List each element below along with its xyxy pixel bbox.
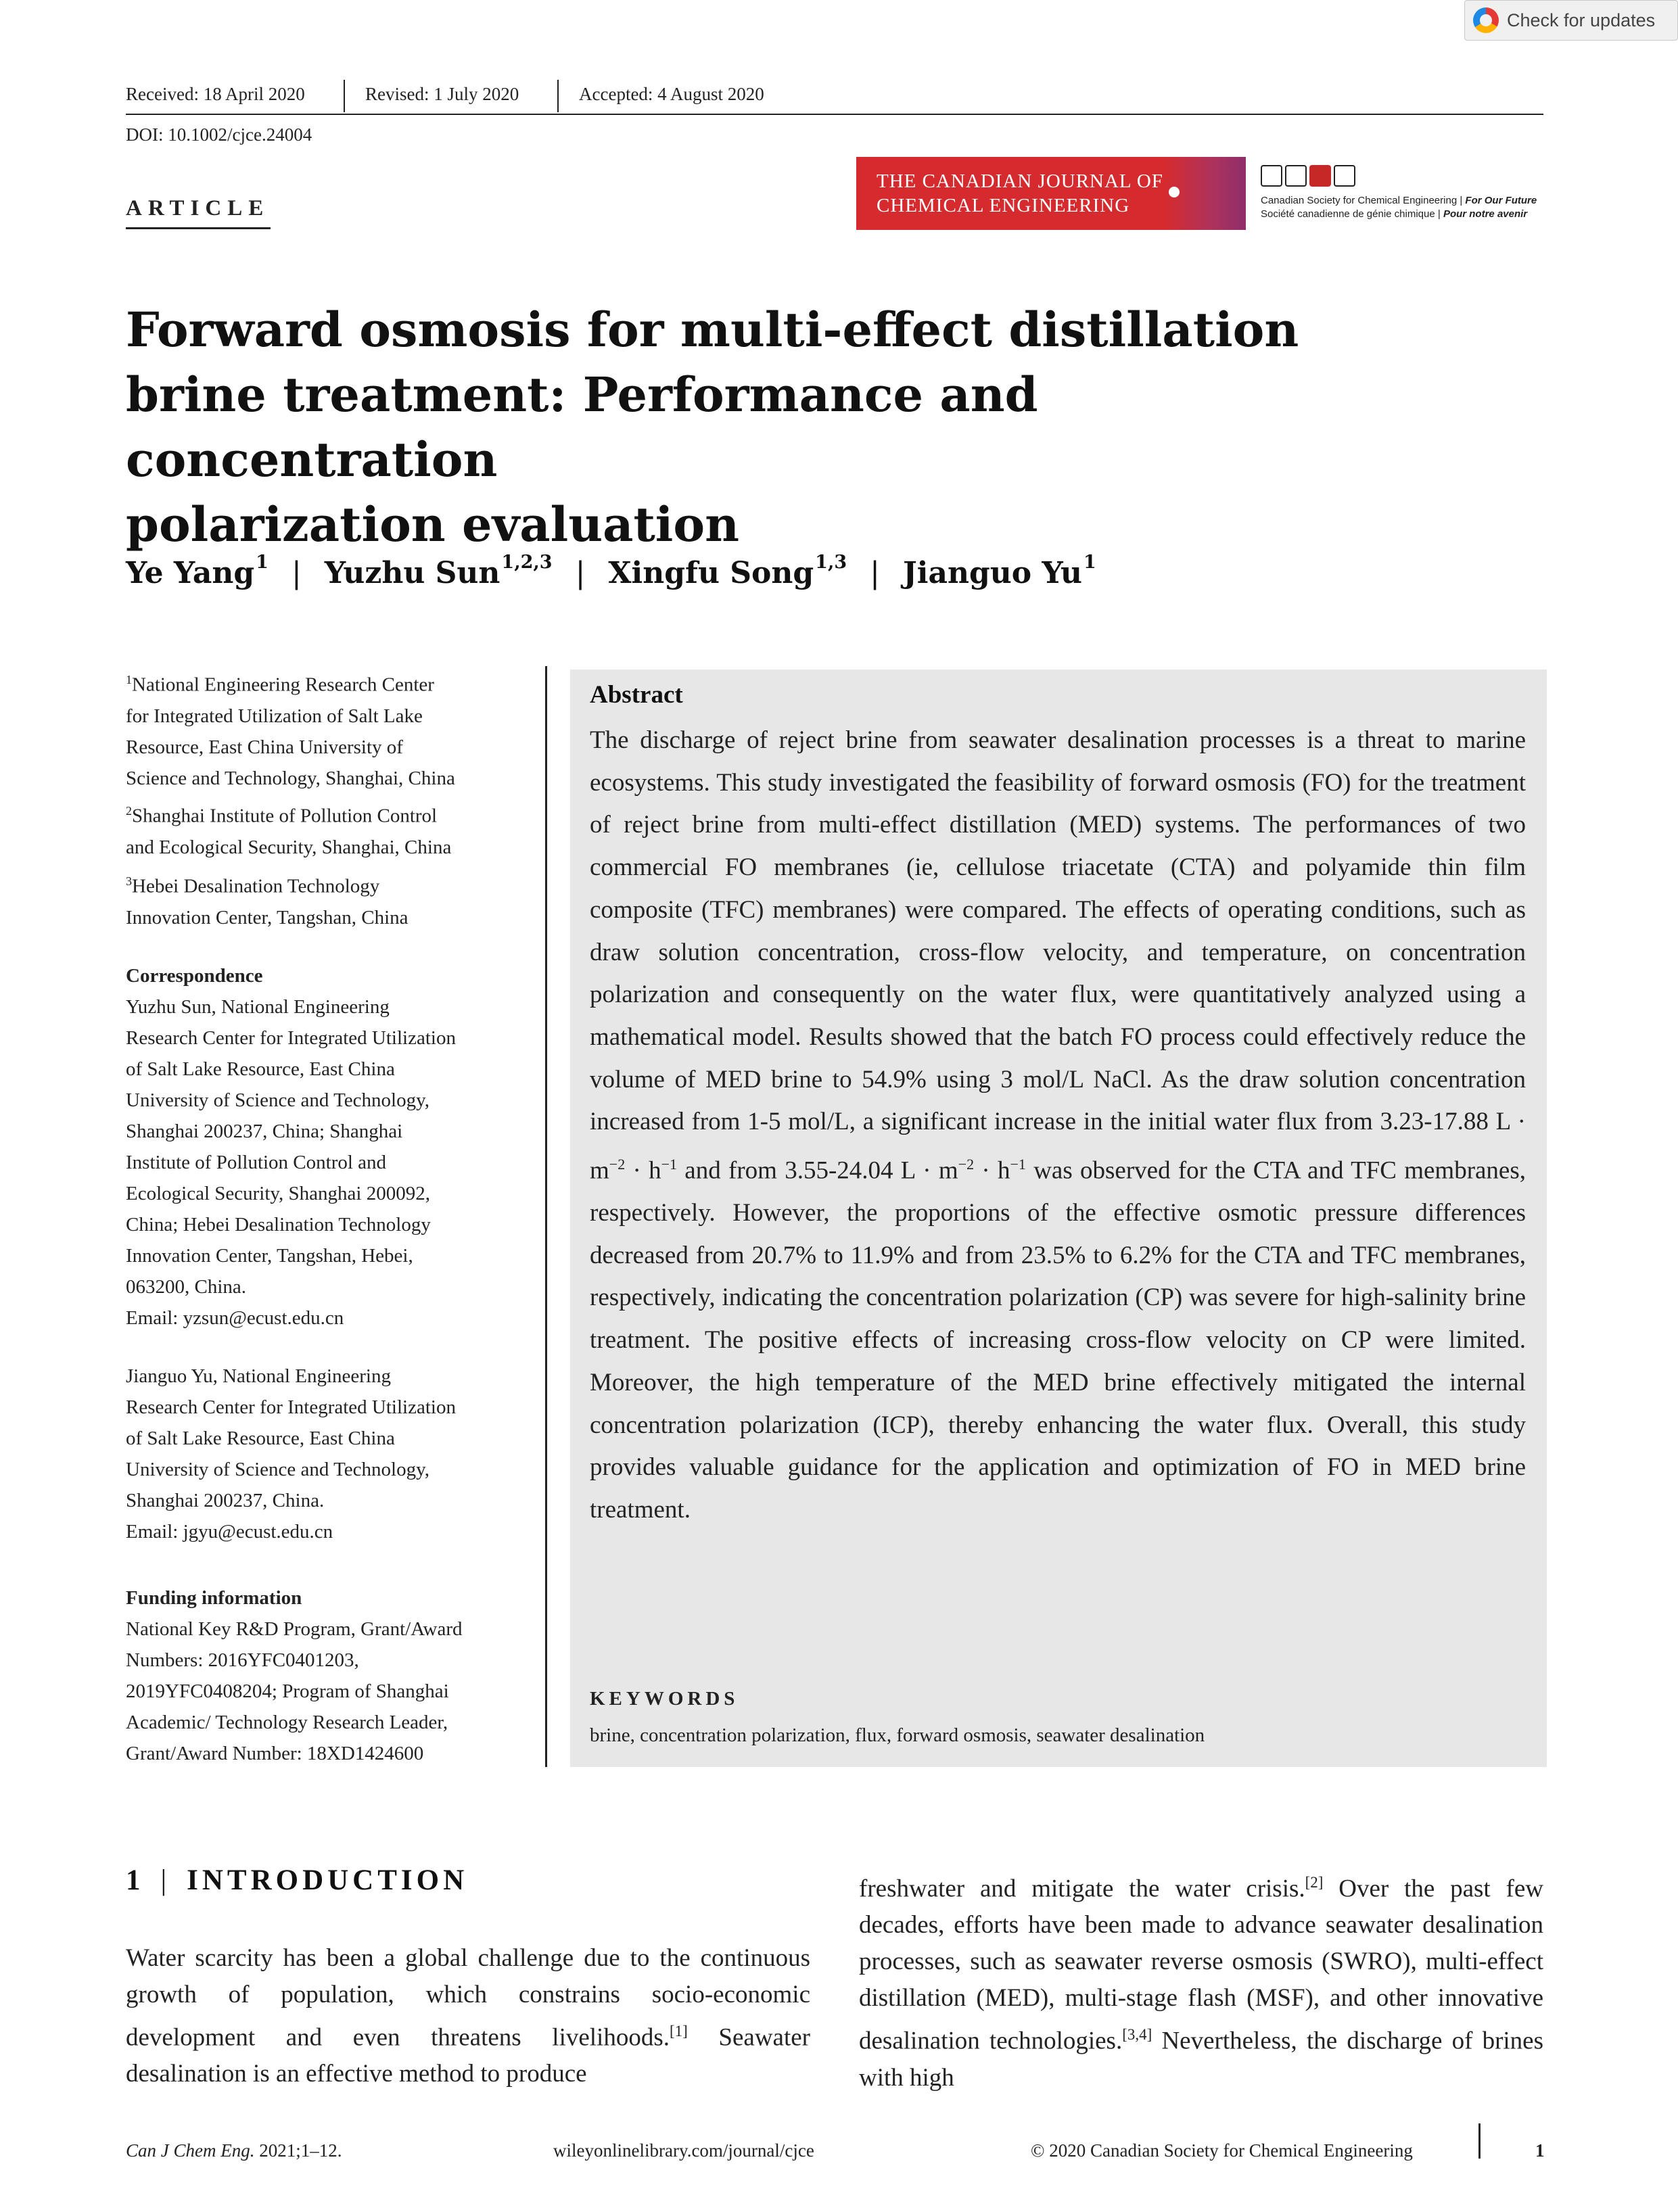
check-for-updates-button[interactable]	[1464, 0, 1678, 41]
society-name-en: Canadian Society for Chemical Engineering | For Our Future	[1261, 195, 1537, 206]
citation-link[interactable]: [2]	[1305, 1874, 1324, 1891]
maple-leaf-logo-icon	[1309, 165, 1331, 187]
keywords-text: brine, concentration polarization, flux, forward osmosis, seawater desalination	[590, 1724, 1205, 1746]
keywords-heading: KEYWORDS	[590, 1688, 739, 1710]
author: Ye Yang$^1$	[126, 552, 269, 590]
article-label-underline	[126, 227, 271, 229]
affiliation: $^3$Hebei Desalination Technology Innovation Center, Tangshan, China	[126, 874, 409, 928]
citation-link[interactable]: [3,4]	[1122, 2026, 1152, 2044]
page-number: 1	[1535, 2140, 1545, 2161]
title-line: brine treatment: Performance and concentration	[126, 367, 1038, 488]
shield-logo-icon	[1334, 165, 1355, 187]
journal-banner	[856, 157, 1246, 230]
funding-heading: Funding information	[126, 1587, 302, 1609]
header-divider	[557, 80, 559, 112]
citation-link[interactable]: [1]	[669, 2023, 688, 2040]
body-text-left: Water scarcity has been a global challenge due to the continuous growth of population, which constrains socio-economic development and even threatens livelihoods.[1] Seawater desalination is an effective method to produce	[126, 1944, 810, 2088]
accepted-date: Accepted: 4 August 2020	[579, 84, 764, 104]
header-divider	[344, 80, 345, 112]
footer-url[interactable]: wileyonlinelibrary.com/journal/cjce	[553, 2140, 814, 2161]
society-name-fr: Société canadienne de génie chimique | Pour notre avenir	[1261, 208, 1528, 220]
header-rule	[126, 114, 1543, 115]
banner-dot-icon	[1169, 187, 1180, 197]
section-heading: 1 | INTRODUCTION	[126, 1864, 469, 1896]
funding-information: Funding information National Key R&D Program, Grant/Award Numbers: 2016YFC0401203, 2019YFC0408204; Program of Shanghai Academic/ Technology Research Leader, Grant/Award Number: 18XD1424600	[126, 1582, 532, 1769]
email-link[interactable]: Email: yzsun@ecust.edu.cn	[126, 1307, 344, 1329]
author-list: Ye Yang$^1$ | Yuzhu Sun$^{1,2,3}$ | Xingfu Song$^{1,3}$ | Jianguo Yu$^1$	[126, 552, 1096, 590]
body-text-right: freshwater and mitigate the water crisis.[2] Over the past few decades, efforts have been made to advance seawater desalination processes, such as seawater reverse osmosis (SWRO), multi-effect distillation (MED), multi-stage flash (MSF), and other innovative desalination technologies.[3,4] Nevertheless, the discharge of brines with high	[859, 1874, 1543, 2092]
footer-rule	[1478, 2123, 1481, 2159]
email-link[interactable]: Email: jgyu@ecust.edu.cn	[126, 1521, 333, 1543]
title-line: polarization evaluation	[126, 496, 739, 552]
journal-name-line2: CHEMICAL ENGINEERING	[877, 195, 1130, 216]
abstract-text: The discharge of reject brine from seawater desalination processes is a threat to marine ecosystems. This study investigated the feasibility of forward osmosis (FO) for the treatment of reject brine from multi-effect distillation (MED) systems. The performances of two commercial FO membranes (ie, cellulose triacetate (CTA) and polyamide thin film composite (TFC) membranes) were compared. The effects of operating conditions, such as draw solution concentration, cross-flow velocity, and temperature, on concentration polarization and consequently on the water flux, were quantitatively analyzed using a mathematical model. Results showed that the batch FO process could effectively reduce the volume of MED brine to 54.9% using 3 mol/L NaCl. As the draw solution concentration increased from 1-5 mol/L, a significant increase in the initial water flux from 3.23-17.88 $L \cdot m^{-2} \cdot h^{-1}$ and from 3.55-24.04 $L \cdot m^{-2} \cdot h^{-1}$ was observed for the CTA and TFC membranes, respectively. However, the proportions of the effective osmotic pressure differences decreased from 20.7% to 11.9% and from 23.5% to 6.2% for the CTA and TFC membranes, respectively, indicating the concentration polarization (CP) was severe for high-salinity brine treatment. The positive effects of increasing cross-flow velocity on CP were limited. Moreover, the high temperature of the MED brine effectively mitigated the internal concentration polarization (ICP), thereby enhancing the water flux. Overall, this study provides valuable guidance for the application and optimization of FO in MED brine treatment.	[590, 726, 1526, 1524]
check-for-updates-label: Check for updates	[1507, 9, 1656, 30]
author: Yuzhu Sun$^{1,2,3}$	[324, 552, 553, 590]
revised-date: Revised: 1 July 2020	[365, 84, 519, 104]
society-logos	[1261, 165, 1355, 188]
footer-copyright: © 2020 Canadian Society for Chemical Engineering	[1031, 2140, 1413, 2161]
journal-name-line1: THE CANADIAN JOURNAL OF	[877, 170, 1163, 192]
author: Jianguo Yu$^1$	[902, 552, 1096, 590]
article-title	[126, 298, 1343, 557]
title-line: Forward osmosis for multi-effect distillation	[126, 302, 1299, 358]
footer-citation: Can J Chem Eng. 2021;1–12.	[126, 2140, 342, 2161]
correspondence-heading: Correspondence	[126, 965, 263, 987]
crossmark-icon	[1473, 7, 1499, 33]
author: Xingfu Song$^{1,3}$	[608, 552, 847, 590]
abstract-heading: Abstract	[590, 681, 683, 709]
correspondence: Correspondence Yuzhu Sun, National Engineering Research Center for Integrated Utilization of Salt Lake Resource, East China University of Science and Technology, Shanghai 200237, China; Shanghai Institute of Pollution Control and Ecological Security, Shanghai 200092, China; Hebei Desalination Technology Innovation Center, Tangshan, Hebei, 063200, China. Email: yzsun@ecust.edu.cn	[126, 960, 532, 1334]
received-date: Received: 18 April 2020	[126, 84, 305, 104]
article-type-label: ARTICLE	[126, 196, 270, 220]
column-rule	[545, 666, 547, 1767]
correspondence: Jianguo Yu, National Engineering Research Center for Integrated Utilization of Salt Lake Resource, East China University of Science and Technology, Shanghai 200237, China. Email: jgyu@ecust.edu.cn	[126, 1361, 532, 1547]
doi[interactable]: DOI: 10.1002/cjce.24004	[126, 124, 312, 145]
csche-logo-icon	[1261, 165, 1282, 187]
affiliation: $^1$National Engineering Research Center for Integrated Utilization of Salt Lake Resource, East China University of Science and Technology, Shanghai, China	[126, 673, 455, 789]
cic-logo-icon	[1285, 165, 1307, 187]
affiliation: $^2$Shanghai Institute of Pollution Control and Ecological Security, Shanghai, China	[126, 804, 452, 858]
